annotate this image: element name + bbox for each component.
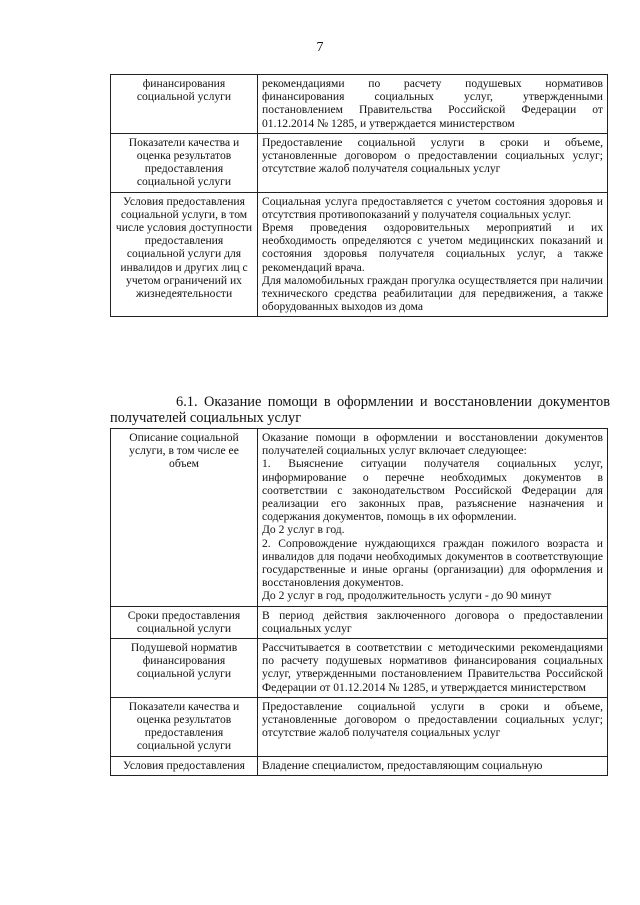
row-content (258, 192, 608, 317)
content-paragraph: Предоставление социальной услуги в сроки и объеме, установленные договором о предоставлении социальных услуг; отсутствие жалоб получателя социальных услуг (262, 699, 603, 740)
row-label: Показатели качества и оценка результатов предоставления социальной услуги (111, 697, 258, 756)
page-number: 7 (316, 40, 324, 55)
section-heading-line-2: получателей социальных услуг (110, 410, 302, 426)
table-row (111, 192, 608, 317)
row-content (258, 75, 608, 134)
table-row (111, 756, 608, 775)
service-table-6-1 (110, 428, 608, 776)
row-label: Описание социальной услуги, в том числе ее объем (111, 429, 258, 607)
row-label: Показатели качества и оценка результатов предоставления социальной услуги (111, 133, 258, 192)
content-paragraph: Предоставление социальной услуги в сроки и объеме, установленные договором о предоставлении социальных услуг; отсутствие жалоб получателя социальных услуг (262, 135, 603, 176)
content-paragraph: рекомендациями по расчету подушевых нормативов финансирования социальных услуг, утвержденными постановлением Правительства Российской Федерации от 01.12.2014 № 1285, и утверждается министерством (262, 77, 603, 130)
table-row (111, 697, 608, 756)
content-paragraph: Для маломобильных граждан прогулка осуществляется при наличии технического средства реабилитации для передвижения, а также оборудованных выходов из дома (262, 273, 603, 314)
row-label: Подушевой норматив финансирования социальной услуги (111, 639, 258, 698)
row-label: Сроки предоставления социальной услуги (111, 606, 258, 638)
row-content (258, 697, 608, 756)
table-row (111, 606, 608, 638)
row-content (258, 429, 608, 607)
section-heading-line-1: 6.1. Оказание помощи в оформлении и восстановлении документов (176, 394, 610, 410)
content-paragraph: В период действия заключенного договора о предоставлении социальных услуг (262, 608, 603, 635)
table-row (111, 429, 608, 607)
content-paragraph: Рассчитывается в соответствии с методическими рекомендациями по расчету подушевых нормативов финансирования социальных услуг, утвержденными постановлением Правительства Российской Федерации от 01.12.2014 № 1285, и утверждается министерством (262, 641, 603, 694)
section-heading (110, 394, 610, 426)
content-paragraph: 2. Сопровождение нуждающихся граждан пожилого возраста и инвалидов для подачи необходимых документов в соответствующие государственные и иные органы (организации) для оформления и восстановления документов. (262, 536, 603, 590)
content-paragraph: Владение специалистом, предоставляющим социальную (262, 758, 543, 772)
table-row (111, 75, 608, 134)
row-content (258, 756, 608, 775)
table-row (111, 133, 608, 192)
row-label: Условия предоставления социальной услуги, в том числе условия доступности предоставления социальной услуги для инвалидов и других лиц с учетом ограничений их жизнедеятельности (111, 192, 258, 317)
row-content (258, 133, 608, 192)
row-label: финансирования социальной услуги (111, 75, 258, 134)
content-paragraph: Время проведения оздоровительных мероприятий и их необходимость определяются с учетом медицинских показаний и состояния здоровья получателя социальных услуг, а также рекомендаций врача. (262, 221, 603, 274)
table-row (111, 639, 608, 698)
row-label: Условия предоставления (111, 756, 258, 775)
content-paragraph: Социальная услуга предоставляется с учетом состояния здоровья и отсутствия противопоказаний у получателя социальных услуг. (262, 194, 603, 221)
row-content (258, 606, 608, 638)
content-paragraph: 1. Выяснение ситуации получателя социальных услуг, информирование о перечне необходимых документов в соответствии с законодательством Российской Федерации для реализации его законных прав, разъяснение назначения и содержания документов, помощь в их оформлении. (262, 457, 603, 524)
content-paragraph: До 2 услуг в год, продолжительность услуги - до 90 минут (262, 589, 552, 603)
row-content (258, 639, 608, 698)
content-paragraph: До 2 услуг в год. (262, 523, 345, 537)
service-table-continued (110, 74, 608, 317)
content-paragraph: Оказание помощи в оформлении и восстановлении документов получателей социальных услуг включает следующее: (262, 431, 603, 458)
